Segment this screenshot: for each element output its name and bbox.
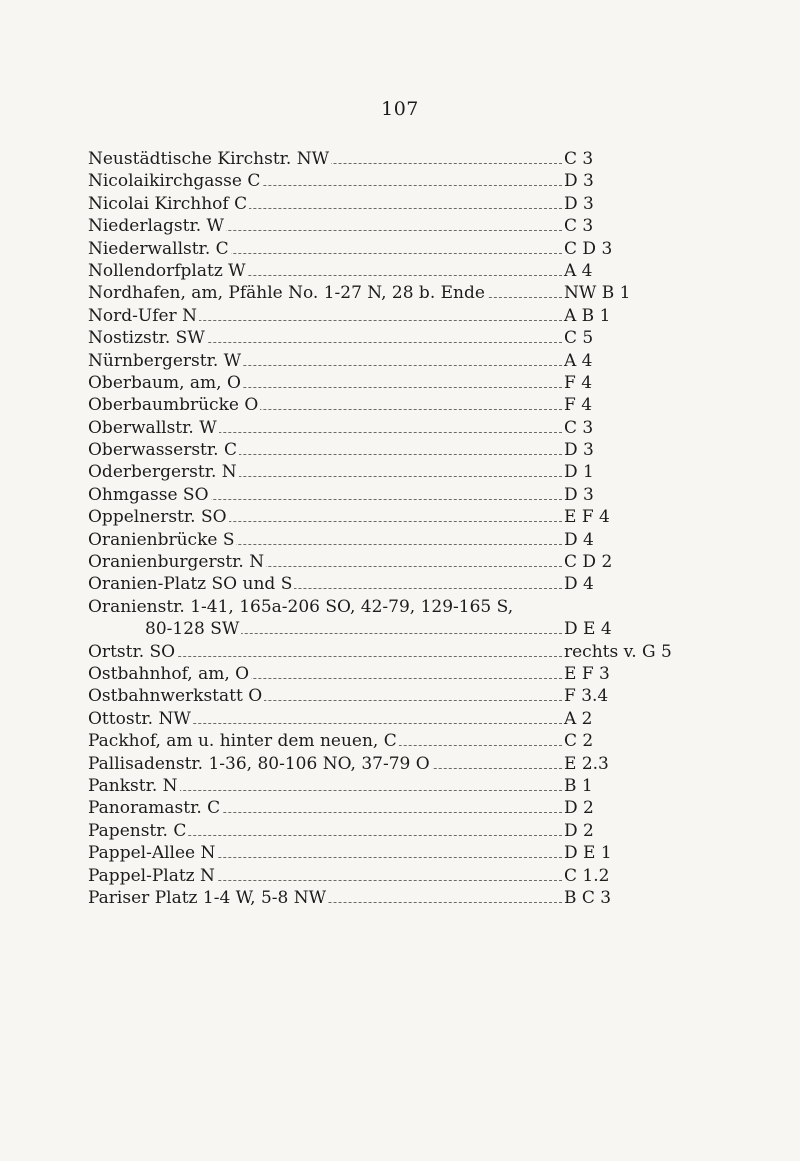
list-item xyxy=(88,708,800,730)
list-item xyxy=(88,439,800,461)
grid-code: A 4 xyxy=(564,260,593,281)
list-item xyxy=(88,753,800,775)
list-item xyxy=(88,461,800,483)
street-name: Panoramastr. C xyxy=(88,798,221,819)
list-item xyxy=(88,775,800,797)
grid-code: D 3 xyxy=(564,171,594,192)
list-item xyxy=(88,148,800,170)
list-item xyxy=(88,797,800,819)
grid-code: F 4 xyxy=(564,372,593,393)
grid-code: C 3 xyxy=(564,216,594,237)
list-item xyxy=(88,327,800,349)
street-name: Nicolai Kirchhof C xyxy=(88,193,248,214)
list-item xyxy=(88,887,800,909)
list-item xyxy=(88,573,800,595)
list-item xyxy=(88,238,800,260)
list-item xyxy=(88,865,800,887)
list-item xyxy=(88,394,800,416)
street-name: Nordhafen, am, Pfähle No. 1-27 N, 28 b. Ende xyxy=(88,283,485,304)
list-item xyxy=(88,842,800,864)
list-item xyxy=(88,596,800,618)
street-name: Ottostr. NW xyxy=(88,708,191,729)
street-name: Niederlagstr. W xyxy=(88,216,224,237)
list-item xyxy=(88,350,800,372)
street-name: Nord-Ufer N xyxy=(88,305,197,326)
list-item xyxy=(88,685,800,707)
grid-code: D 3 xyxy=(564,440,594,461)
grid-code: C 3 xyxy=(564,417,594,438)
grid-code: D 3 xyxy=(564,193,594,214)
street-name: Oberbaum, am, O xyxy=(88,372,241,393)
street-name: Oderbergerstr. N xyxy=(88,462,237,483)
grid-code: D 4 xyxy=(564,574,594,595)
street-name: Nostizstr. SW xyxy=(88,328,205,349)
street-name: Oberbaumbrücke O xyxy=(88,395,259,416)
grid-code: E 2.3 xyxy=(564,753,609,774)
street-index-list xyxy=(88,148,800,909)
list-item xyxy=(88,170,800,192)
street-name: Nicolaikirchgasse C xyxy=(88,171,261,192)
grid-code: E F 4 xyxy=(564,507,610,528)
street-name: Pappel-Platz N xyxy=(88,865,215,886)
list-item xyxy=(88,618,800,640)
grid-code: C D 2 xyxy=(564,552,613,573)
page-number: 107 xyxy=(381,98,419,120)
street-name: Ostbahnhof, am, O xyxy=(88,663,250,684)
grid-code: B 1 xyxy=(564,775,593,796)
list-item xyxy=(88,730,800,752)
grid-code: F 3.4 xyxy=(564,686,609,707)
grid-code: rechts v. G 5 xyxy=(564,641,672,662)
street-name: Oranienburgerstr. N xyxy=(88,552,265,573)
street-name: Oppelnerstr. SO xyxy=(88,507,227,528)
street-name: Oranienstr. 1-41, 165a-206 SO, 42-79, 129-165 S, xyxy=(88,596,514,617)
list-item xyxy=(88,506,800,528)
list-item xyxy=(88,260,800,282)
grid-code: A B 1 xyxy=(564,305,611,326)
grid-code: D E 4 xyxy=(564,619,612,640)
street-name: Oranien-Platz SO und S xyxy=(88,574,293,595)
grid-code: C 5 xyxy=(564,328,594,349)
street-name: Pallisadenstr. 1-36, 80-106 NO, 37-79 O xyxy=(88,753,430,774)
street-name: Oranienbrücke S xyxy=(88,529,235,550)
list-item xyxy=(88,551,800,573)
list-item xyxy=(88,641,800,663)
street-name: Ostbahnwerkstatt O xyxy=(88,686,263,707)
list-item xyxy=(88,305,800,327)
grid-code: C 2 xyxy=(564,731,594,752)
grid-code: C 3 xyxy=(564,149,594,169)
street-name: Nollendorfplatz W xyxy=(88,260,246,281)
grid-code: D 2 xyxy=(564,820,594,841)
list-item xyxy=(88,663,800,685)
list-item xyxy=(88,282,800,304)
list-item xyxy=(88,484,800,506)
grid-code: F 4 xyxy=(564,395,593,416)
grid-code: E F 3 xyxy=(564,663,610,684)
street-name: Pankstr. N xyxy=(88,775,178,796)
grid-code: NW B 1 xyxy=(564,283,631,304)
street-name: Papenstr. C xyxy=(88,820,187,841)
grid-code: D E 1 xyxy=(564,843,612,864)
grid-code: C 1.2 xyxy=(564,865,610,886)
street-name: Pappel-Allee N xyxy=(88,843,216,864)
grid-code: B C 3 xyxy=(564,887,612,908)
grid-code: D 4 xyxy=(564,529,594,550)
street-name: Ortstr. SO xyxy=(88,641,176,662)
grid-code: C D 3 xyxy=(564,238,613,259)
street-name: Neustädtische Kirchstr. NW xyxy=(88,149,330,169)
street-name: 80-128 SW xyxy=(145,619,240,640)
list-item xyxy=(88,215,800,237)
street-name: Oberwasserstr. C xyxy=(88,440,237,461)
grid-code: D 3 xyxy=(564,484,594,505)
street-name: Oberwallstr. W xyxy=(88,417,217,438)
list-item xyxy=(88,372,800,394)
street-name: Ohmgasse SO xyxy=(88,484,209,505)
street-name: Packhof, am u. hinter dem neuen, C xyxy=(88,731,397,752)
grid-code: D 2 xyxy=(564,798,594,819)
list-item xyxy=(88,193,800,215)
street-name: Nürnbergerstr. W xyxy=(88,350,242,371)
grid-code: D 1 xyxy=(564,462,594,483)
street-name: Pariser Platz 1-4 W, 5-8 NW xyxy=(88,887,327,908)
street-name: Niederwallstr. C xyxy=(88,238,229,259)
grid-code: A 4 xyxy=(564,350,593,371)
list-item xyxy=(88,529,800,551)
list-item xyxy=(88,820,800,842)
grid-code: A 2 xyxy=(564,708,593,729)
list-item xyxy=(88,417,800,439)
